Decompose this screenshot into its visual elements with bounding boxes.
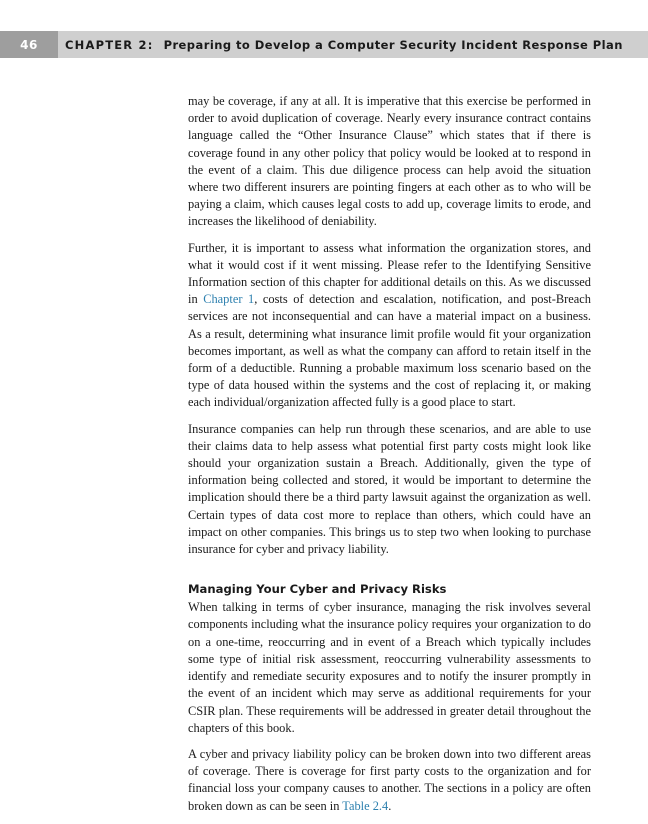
paragraph-2-text-a: Further, it is important to assess what information the organization stores, and what it would cost if it went missing. Please refer to the Identifying Sensitive Information section of this chapter for additional details on this. As we discussed in	[188, 240, 591, 307]
table-2-4-link[interactable]: Table 2.4	[342, 798, 389, 813]
paragraph-5	[188, 746, 591, 815]
page-body	[188, 93, 591, 824]
chapter-title: Preparing to Develop a Computer Security Incident Response Plan	[163, 37, 623, 52]
section-heading: Managing Your Cyber and Privacy Risks	[188, 582, 447, 597]
chapter-number: CHAPTER 2:	[65, 37, 154, 52]
running-header	[0, 31, 648, 58]
paragraph-4: When talking in terms of cyber insurance, managing the risk involves several components including what the insurance policy requires your organization to do on a one-time, reoccurring and in event of a Breach which typically includes some type of initial risk assessment, reoccurring vulnerability assessments to identify and remediate security exposures and to notify the insurer promptly in the event of an incident which may serve as additional requirements for your CSIR plan. These requirements will be addressed in greater detail throughout the chapters of this book.	[188, 600, 591, 735]
paragraph-1: may be coverage, if any at all. It is imperative that this exercise be performed in order to avoid duplication of coverage. Nearly every insurance contract contains language called the “Other Insurance Clause” which states that if there is coverage found in any other policy that policy would be looked at to respond in the event of a claim. This due diligence process can help avoid the situation where two different insurers are pointing fingers at each other as to who will be paying a claim, which causes legal costs to add up, coverage limits to erode, and increases the likelihood of deniability.	[188, 94, 591, 229]
paragraph-5-text-a: A cyber and privacy liability policy can be broken down into two different areas of coverage. There is coverage for first party costs to the organization and for financial loss your company causes to another. The sections in a policy are often broken down as can be seen in	[188, 746, 591, 813]
chapter-heading	[65, 31, 623, 58]
paragraph-5-text-b: .	[388, 798, 392, 813]
chapter-1-link[interactable]: Chapter 1	[203, 292, 255, 307]
paragraph-2-text-b: , costs of detection and escalation, notification, and post-Breach services are not inconsequential and can have a material impact on a business. As a result, determining what insurance limit profile would fit your organization becomes important, as well as what the company can afford to retain itself in the form of a deductible. Running a probable maximum loss scenario based on the type of data housed within the systems and the cost of replacing it, or making each individual/organization affected fully is a good place to start.	[188, 292, 591, 410]
paragraph-3: Insurance companies can help run through these scenarios, and are able to use their claims data to help assess what potential first party costs might look like should your organization sustain a Breach. Additionally, given the type of information being collected and stored, it would be important to determine the implication should there be a third party lawsuit against the organization as well. Certain types of data cost more to replace than others, which could have an impact on other companies. This brings us to step two when looking to purchase insurance for cyber and privacy liability.	[188, 421, 591, 557]
page-number: 46	[0, 31, 58, 58]
paragraph-2	[188, 240, 591, 412]
